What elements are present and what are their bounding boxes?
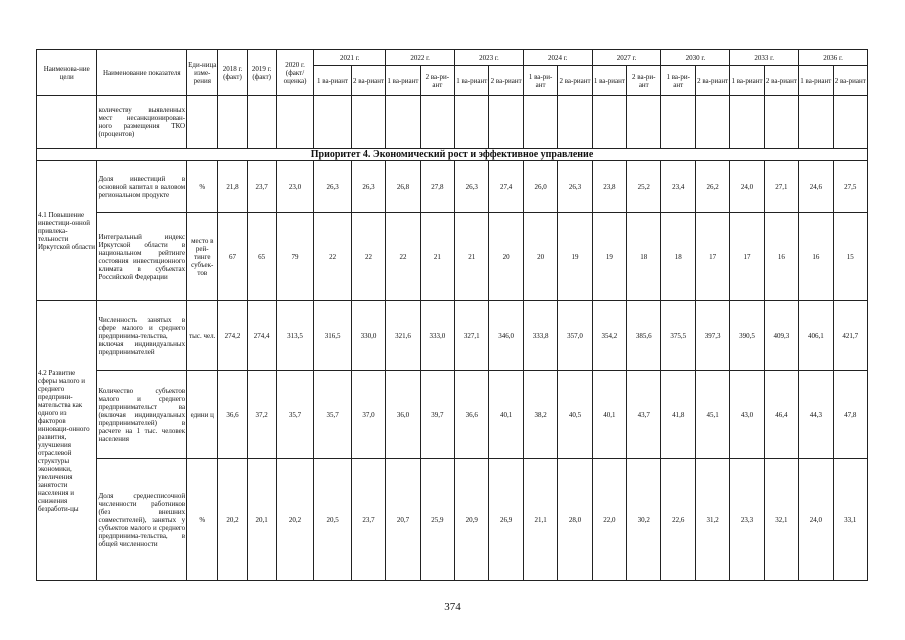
empty-cell [627,96,661,149]
value-cell: 47,8 [833,371,867,459]
value-cell: 316,5 [314,301,352,371]
value-cell: 45,1 [695,371,729,459]
value-cell: 20 [489,213,523,301]
header-variant: 2 ва-риант [351,66,385,96]
value-cell: 409,3 [764,301,798,371]
value-cell: 17 [695,213,729,301]
carryover-indicator: количеству выявленных мест несанкционирован-ного размещения ТКО (процентов) [97,96,187,149]
header-year: 2027 г. [592,50,661,66]
value-cell: 67 [218,213,247,301]
value-cell: 28,0 [558,459,592,581]
header-variant: 2 ва-риант [695,66,729,96]
value-cell: 41,8 [661,371,695,459]
value-cell: 22,6 [661,459,695,581]
header-year: 2022 г. [386,50,455,66]
value-cell: 35,7 [276,371,314,459]
value-cell: 375,5 [661,301,695,371]
empty-cell [386,96,420,149]
unit-cell: % [187,459,218,581]
value-cell: 357,0 [558,301,592,371]
header-year: 2036 г. [799,50,868,66]
indicator-row [37,161,868,213]
value-cell: 397,3 [695,301,729,371]
value-cell: 35,7 [314,371,352,459]
header-variant: 1 ва-риант [730,66,764,96]
indicator-name: Интегральный индекс Иркутской области в национальном рейтинге состояния инвестиционного климата в субъектах Российской Федерации [97,213,187,301]
value-cell: 26,3 [351,161,385,213]
value-cell: 23,8 [592,161,626,213]
value-cell: 23,4 [661,161,695,213]
value-cell: 406,1 [799,301,833,371]
value-cell: 20,5 [314,459,352,581]
value-cell: 18 [661,213,695,301]
header-variant: 1 ва-риант [314,66,352,96]
indicator-row [37,213,868,301]
value-cell: 333,0 [420,301,454,371]
header-variant: 2 ва-риант [764,66,798,96]
value-cell: 20,7 [386,459,420,581]
header-variant: 1 ва-риант [455,66,489,96]
empty-cell [558,96,592,149]
value-cell: 26,3 [455,161,489,213]
unit-cell: тыс. чел. [187,301,218,371]
value-cell: 43,7 [627,371,661,459]
value-cell: 274,4 [247,301,276,371]
carryover-goal-cell [37,96,97,149]
goal-4-1: 4.1 Повышение инвестици-онной привлека-тельности Иркутской области [37,161,97,301]
empty-cell [247,96,276,149]
value-cell: 390,5 [730,301,764,371]
header-year: 2023 г. [455,50,524,66]
value-cell: 25,2 [627,161,661,213]
empty-cell [592,96,626,149]
header-variant: 2 ва-ри-ант [627,66,661,96]
header-variant: 2 ва-риант [833,66,867,96]
value-cell: 31,2 [695,459,729,581]
value-cell: 43,0 [730,371,764,459]
priority-row [37,149,868,161]
value-cell: 321,6 [386,301,420,371]
value-cell: 21 [455,213,489,301]
value-cell: 32,1 [764,459,798,581]
value-cell: 26,0 [523,161,557,213]
header-indicator: Наименование показателя [97,50,187,96]
value-cell: 26,3 [314,161,352,213]
value-cell: 24,0 [799,459,833,581]
value-cell: 20 [523,213,557,301]
value-cell: 26,9 [489,459,523,581]
value-cell: 22 [386,213,420,301]
value-cell: 36,6 [218,371,247,459]
value-cell: 26,2 [695,161,729,213]
indicator-name: Количество субъектов малого и среднего предпринимательст ва (включая индивидуальных предпринимателей) в расчете на 1 тыс. человек населения [97,371,187,459]
empty-cell [695,96,729,149]
header-variant: 1 ва-риант [386,66,420,96]
empty-cell [489,96,523,149]
header-variant: 2 ва-ри-ант [420,66,454,96]
value-cell: 38,2 [523,371,557,459]
indicator-name: Доля инвестиций в основной капитал в валовом региональном продукте [97,161,187,213]
value-cell: 22,0 [592,459,626,581]
empty-cell [276,96,314,149]
value-cell: 65 [247,213,276,301]
header-variant: 1 ва-ри-ант [523,66,557,96]
header-year: 2033 г. [730,50,799,66]
value-cell: 22 [314,213,352,301]
header-unit: Еди-ница изме-рения [187,50,218,96]
indicator-name: Численность занятых в сфере малого и среднего предпринима-тельства, включая индивидуальных предпринимателей [97,301,187,371]
value-cell: 274,2 [218,301,247,371]
header-variant: 1 ва-ри-ант [661,66,695,96]
value-cell: 27,1 [764,161,798,213]
indicator-row [37,459,868,581]
value-cell: 346,0 [489,301,523,371]
value-cell: 39,7 [420,371,454,459]
header-row-years [37,50,868,66]
value-cell: 354,2 [592,301,626,371]
value-cell: 40,1 [592,371,626,459]
value-cell: 26,3 [558,161,592,213]
empty-cell [730,96,764,149]
value-cell: 20,1 [247,459,276,581]
indicator-row [37,301,868,371]
empty-cell [661,96,695,149]
value-cell: 16 [764,213,798,301]
value-cell: 33,1 [833,459,867,581]
header-year: 2024 г. [523,50,592,66]
header-2019: 2019 г. (факт) [247,50,276,96]
header-year: 2030 г. [661,50,730,66]
value-cell: 26,8 [386,161,420,213]
empty-cell [764,96,798,149]
value-cell: 21,8 [218,161,247,213]
value-cell: 23,3 [730,459,764,581]
value-cell: 25,9 [420,459,454,581]
header-variant: 1 ва-риант [799,66,833,96]
value-cell: 421,7 [833,301,867,371]
value-cell: 79 [276,213,314,301]
unit-cell: место в рей-тинге субъек-тов [187,213,218,301]
value-cell: 36,0 [386,371,420,459]
value-cell: 21,1 [523,459,557,581]
carryover-row [37,96,868,149]
value-cell: 19 [592,213,626,301]
goal-4-2: 4.2 Развитие сферы малого и среднего предприни-мательства как одного из факторов инноваци-онного развития, улучшения отраслевой структуры экономики, увеличения занятости населения и снижения безработи-цы [37,301,97,581]
value-cell: 20,2 [276,459,314,581]
value-cell: 327,1 [455,301,489,371]
value-cell: 20,9 [455,459,489,581]
header-variant: 1 ва-риант [592,66,626,96]
value-cell: 40,1 [489,371,523,459]
value-cell: 15 [833,213,867,301]
value-cell: 24,6 [799,161,833,213]
indicator-name: Доля среднесписочной численности работников (без внешних совместителей), занятых у субъектов малого и среднего предпринима-тельства, в общей численности [97,459,187,581]
empty-cell [799,96,833,149]
value-cell: 21 [420,213,454,301]
value-cell: 17 [730,213,764,301]
value-cell: 40,5 [558,371,592,459]
empty-cell [351,96,385,149]
priority-heading: Приоритет 4. Экономический рост и эффективное управление [37,149,868,161]
indicator-row [37,371,868,459]
empty-cell [523,96,557,149]
value-cell: 36,6 [455,371,489,459]
header-2018: 2018 г. (факт) [218,50,247,96]
empty-cell [218,96,247,149]
value-cell: 385,6 [627,301,661,371]
value-cell: 22 [351,213,385,301]
unit-cell: % [187,161,218,213]
value-cell: 23,0 [276,161,314,213]
value-cell: 44,3 [799,371,833,459]
indicators-table [36,49,868,581]
value-cell: 46,4 [764,371,798,459]
empty-cell [833,96,867,149]
value-cell: 18 [627,213,661,301]
header-variant: 2 ва-риант [489,66,523,96]
value-cell: 330,0 [351,301,385,371]
value-cell: 23,7 [351,459,385,581]
value-cell: 27,8 [420,161,454,213]
header-variant: 2 ва-риант [558,66,592,96]
value-cell: 27,5 [833,161,867,213]
page-number: 374 [444,601,461,613]
unit-cell: едини ц [187,371,218,459]
value-cell: 16 [799,213,833,301]
empty-cell [187,96,218,149]
header-goal: Наименова-ние цели [37,50,97,96]
value-cell: 30,2 [627,459,661,581]
value-cell: 27,4 [489,161,523,213]
value-cell: 37,0 [351,371,385,459]
value-cell: 333,8 [523,301,557,371]
empty-cell [314,96,352,149]
value-cell: 37,2 [247,371,276,459]
header-year: 2021 г. [314,50,386,66]
value-cell: 313,5 [276,301,314,371]
value-cell: 23,7 [247,161,276,213]
value-cell: 19 [558,213,592,301]
empty-cell [420,96,454,149]
header-2020: 2020 г. (факт/ оценка) [276,50,314,96]
value-cell: 20,2 [218,459,247,581]
empty-cell [455,96,489,149]
value-cell: 24,0 [730,161,764,213]
